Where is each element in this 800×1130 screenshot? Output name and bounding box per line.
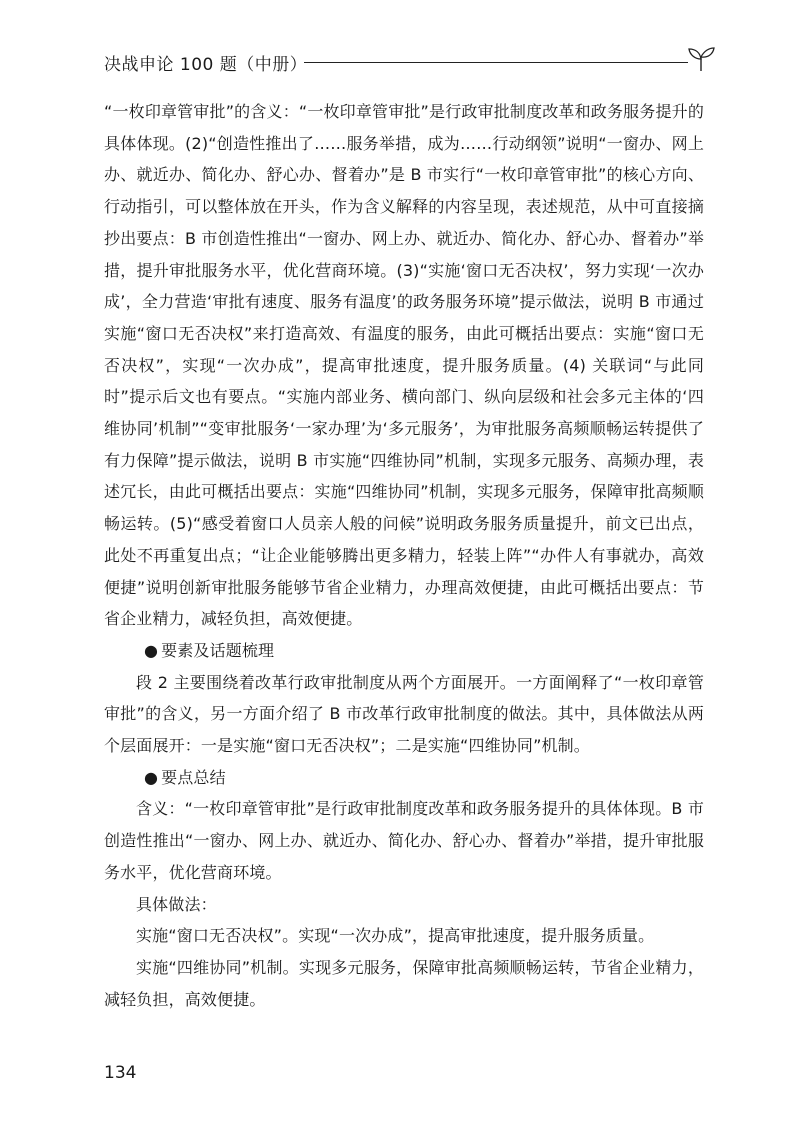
analysis-paragraph: “一枚印章管审批”的含义：“一枚印章管审批”是行政审批制度改革和政务服务提升的具体体现。(2)“创造性推出了……服务举措，成为……行动纲领”说明“一窗办、网上办、就近办、简化办、舒心办、督着办”是 B 市实行“一枚印章管审批”的核心方向、行动指引，可以整体放在开头，作为含义解释的内容呈现，表述规范，从中可直接摘抄出要点：B 市创造性推出“一窗办、网上办、就近办、简化办、舒心办、督着办”举措，提升审批服务水平，优化营商环境。(3)“实施‘窗口无否决权’，努力实现‘一次办成’，全力营造‘审批有速度、服务有温度’的政务服务环境”提示做法，说明 B 市通过实施“窗口无否决权”来打造高效、有温度的服务，由此可概括出要点：实施“窗口无否决权”，实现“一次办成”，提高审批速度，提升服务质量。(4) 关联词“与此同时”提示后文也有要点。“实施内部业务、横向部门、纵向层级和社会多元主体的‘四维协同’机制”“变审批服务‘一家办理’为‘多元服务’，为审批服务高频顺畅运转提供了有力保障”提示做法，说明 B 市实施“四维协同”机制，实现多元服务、高频办理，表述冗长，由此可概括出要点：实施“四维协同”机制，实现多元服务，保障审批高频顺畅运转。(5)“感受着窗口人员亲人般的问候”说明政务服务质量提升，前文已出点，此处不再重复出点；“让企业能够腾出更多精力，轻装上阵”“办件人有事就办，高效便捷”说明创新审批服务能够节省企业精力，办理高效便捷，由此可概括出要点：节省企业精力，减轻负担，高效便捷。 bbox=[104, 102, 704, 629]
header-rule bbox=[304, 62, 688, 63]
elements-paragraph: 段 2 主要围绕着改革行政审批制度从两个方面展开。一方面阐释了“一枚印章管审批”的含义，另一方面介绍了 B 市改革行政审批制度的做法。其中，具体做法从两个层面展开：一是实施“窗口无否决权”；二是实施“四维协同”机制。 bbox=[104, 672, 704, 756]
sprout-icon bbox=[686, 44, 716, 74]
section-heading-summary bbox=[104, 762, 704, 794]
bullet-icon: ● bbox=[144, 767, 159, 787]
page-content bbox=[104, 96, 704, 1015]
meaning-paragraph: 含义：“一枚印章管审批”是行政审批制度改革和政务服务提升的具体体现。B 市创造性推出“一窗办、网上办、就近办、简化办、舒心办、督着办”举措，提升审批服务水平，优化营商环境。 bbox=[104, 799, 704, 882]
practice-item-2: 实施“四维协同”机制。实现多元服务，保障审批高频顺畅运转，节省企业精力，减轻负担，高效便捷。 bbox=[104, 957, 704, 1009]
section-heading-elements bbox=[104, 635, 704, 667]
section-heading-label: 要点总结 bbox=[161, 767, 226, 787]
practice-item-1: 实施“窗口无否决权”。实现“一次办成”，提高审批速度，提升服务质量。 bbox=[136, 926, 655, 946]
page-header bbox=[104, 44, 716, 80]
book-title: 决战申论 100 题（中册） bbox=[104, 55, 308, 75]
practice-label: 具体做法： bbox=[136, 894, 217, 914]
page-number: 134 bbox=[104, 1063, 137, 1083]
section-heading-label: 要素及话题梳理 bbox=[161, 640, 275, 660]
bullet-icon: ● bbox=[144, 640, 159, 660]
